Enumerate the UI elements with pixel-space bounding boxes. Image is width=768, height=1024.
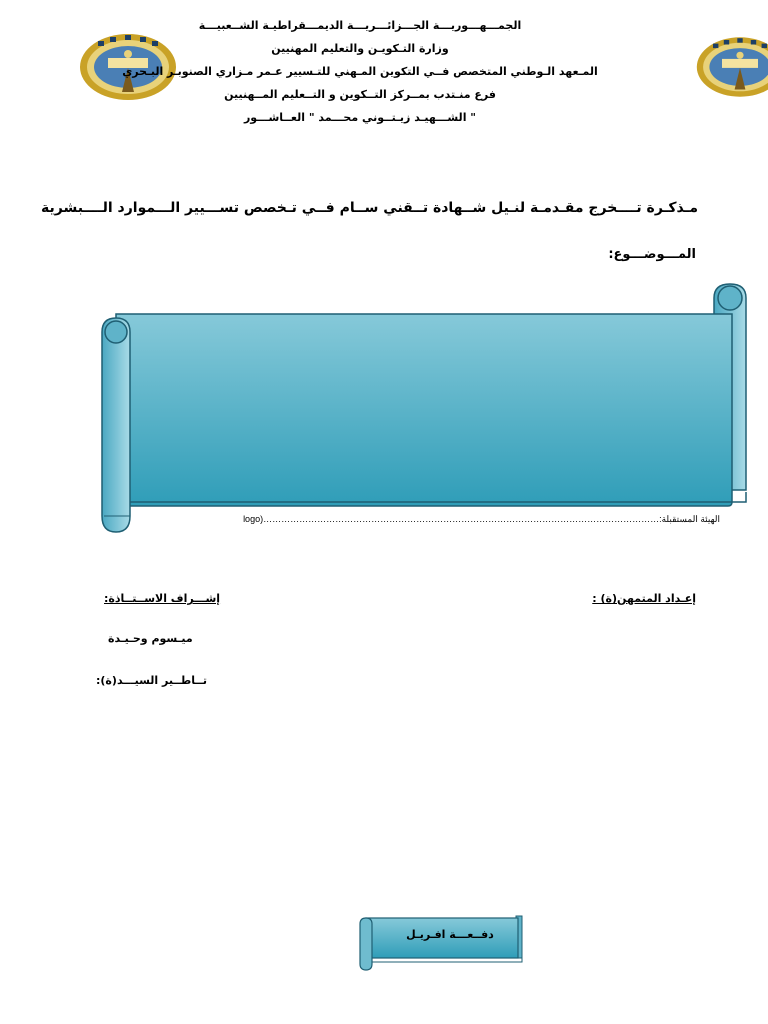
supervisor-name: ميـسوم وحـيـدة (108, 632, 193, 645)
header-ministry-line: وزارة التـكويـن والتعليم المهنيين (271, 42, 449, 55)
batch-label: دفــعـــة افـريـل (406, 928, 494, 941)
host-organization-label: الهيئة المستقبلة: (659, 514, 720, 524)
subject-label: المـــوضـــوع: (608, 247, 696, 262)
header-institute-line: المـعهد الـوطني المتخصص فــي التكوين المـهني للتـسيير عـمر مـزاري الصنوبـر البـحري (122, 65, 598, 78)
subject-scroll-banner (96, 280, 752, 542)
host-organization-line (130, 514, 720, 525)
institute-logo-right-icon (695, 32, 768, 102)
header-center-name-line: " الشـــهيـد زيـتــوني محـــمد " العــاشـــور (243, 111, 477, 124)
host-organization-logo-placeholder: (logo (243, 514, 264, 524)
header-republic-line: الجمـــهـــوريـــة الجـــزائـــريـــة الديمـــقراطيـة الشــعبيـــة (198, 19, 522, 32)
header-branch-line: فرع منـتدب بمــركز التــكوين و التــعليم المــهنيين (224, 88, 496, 101)
document-header (80, 14, 640, 129)
supervision-label: إشـــراف الاســتــاذة: (104, 592, 221, 605)
mentor-label: تــاطــير السيـــد(ة): (96, 674, 207, 687)
prepared-by-label: إعـداد المتمهن(ة) : (592, 592, 696, 605)
memo-title: مـذكـرة تــــخرج مقـدمـة لنـيل شــهادة تــقني ســام فــي تـخصص تســـيير الـــموارد الــــبشرية (41, 200, 698, 216)
host-organization-dots: …………………………………………………………………………………………………………………… (263, 514, 660, 524)
